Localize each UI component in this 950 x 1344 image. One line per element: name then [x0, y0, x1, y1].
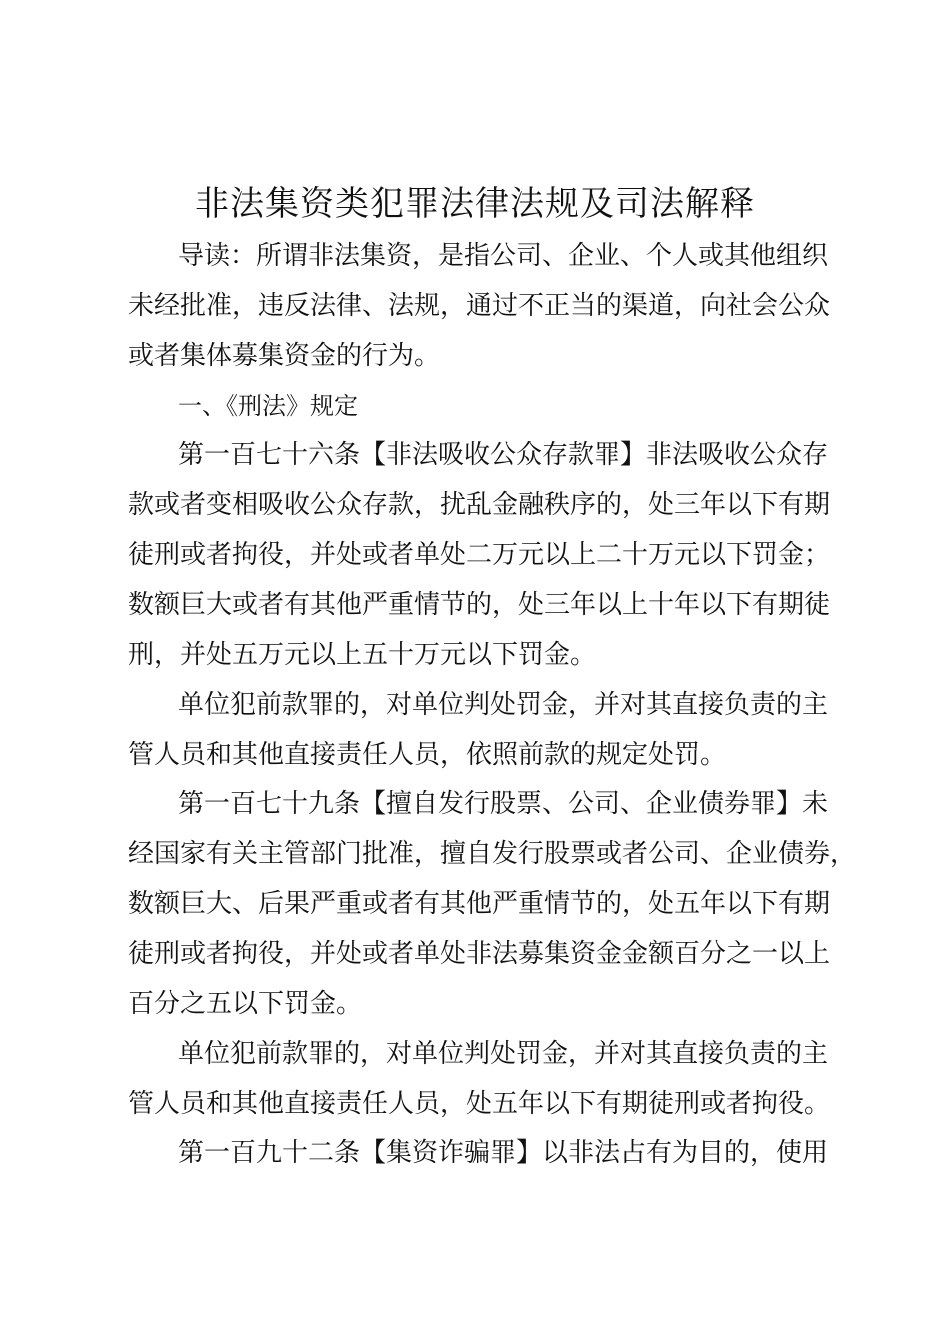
article-192-line-1: 第一百九十二条【集资诈骗罪】以非法占有为目的，使用 [178, 1138, 829, 1168]
article-176-unit-line-2: 管人员和其他直接责任人员，依照前款的规定处罚。 [128, 740, 727, 770]
article-176-line-5: 刑，并处五万元以上五十万元以下罚金。 [128, 640, 597, 670]
document-title: 非法集资类犯罪法律法规及司法解释 [195, 184, 755, 224]
article-179-line-2: 经国家有关主管部门批准，擅自发行股票或者公司、企业债券， [128, 839, 857, 869]
article-179-line-1: 第一百七十九条【擅自发行股票、公司、企业债券罪】未 [178, 789, 829, 819]
article-179-line-4: 徒刑或者拘役，并处或者单处非法募集资金金额百分之一以上 [128, 939, 831, 969]
article-179-line-5: 百分之五以下罚金。 [128, 989, 363, 1019]
article-176-line-4: 数额巨大或者有其他严重情节的，处三年以上十年以下有期徒 [128, 590, 831, 620]
article-179-unit-line-1: 单位犯前款罪的，对单位判处罚金，并对其直接负责的主 [178, 1039, 829, 1069]
article-176-unit-line-1: 单位犯前款罪的，对单位判处罚金，并对其直接负责的主 [178, 690, 829, 720]
article-179-line-3: 数额巨大、后果严重或者有其他严重情节的，处五年以下有期 [128, 889, 831, 919]
section-heading: 一、《刑法》规定 [178, 392, 358, 420]
article-179-unit-line-2: 管人员和其他直接责任人员，处五年以下有期徒刑或者拘役。 [128, 1089, 831, 1119]
intro-line-2: 未经批准，违反法律、法规，通过不正当的渠道，向社会公众 [128, 291, 831, 321]
article-176-line-2: 款或者变相吸收公众存款，扰乱金融秩序的，处三年以下有期 [128, 490, 831, 520]
article-176-line-3: 徒刑或者拘役，并处或者单处二万元以上二十万元以下罚金； [128, 540, 831, 570]
intro-line-1: 导读：所谓非法集资，是指公司、企业、个人或其他组织 [178, 241, 829, 271]
article-176-line-1: 第一百七十六条【非法吸收公众存款罪】非法吸收公众存 [178, 440, 829, 470]
intro-line-3: 或者集体募集资金的行为。 [128, 341, 441, 371]
